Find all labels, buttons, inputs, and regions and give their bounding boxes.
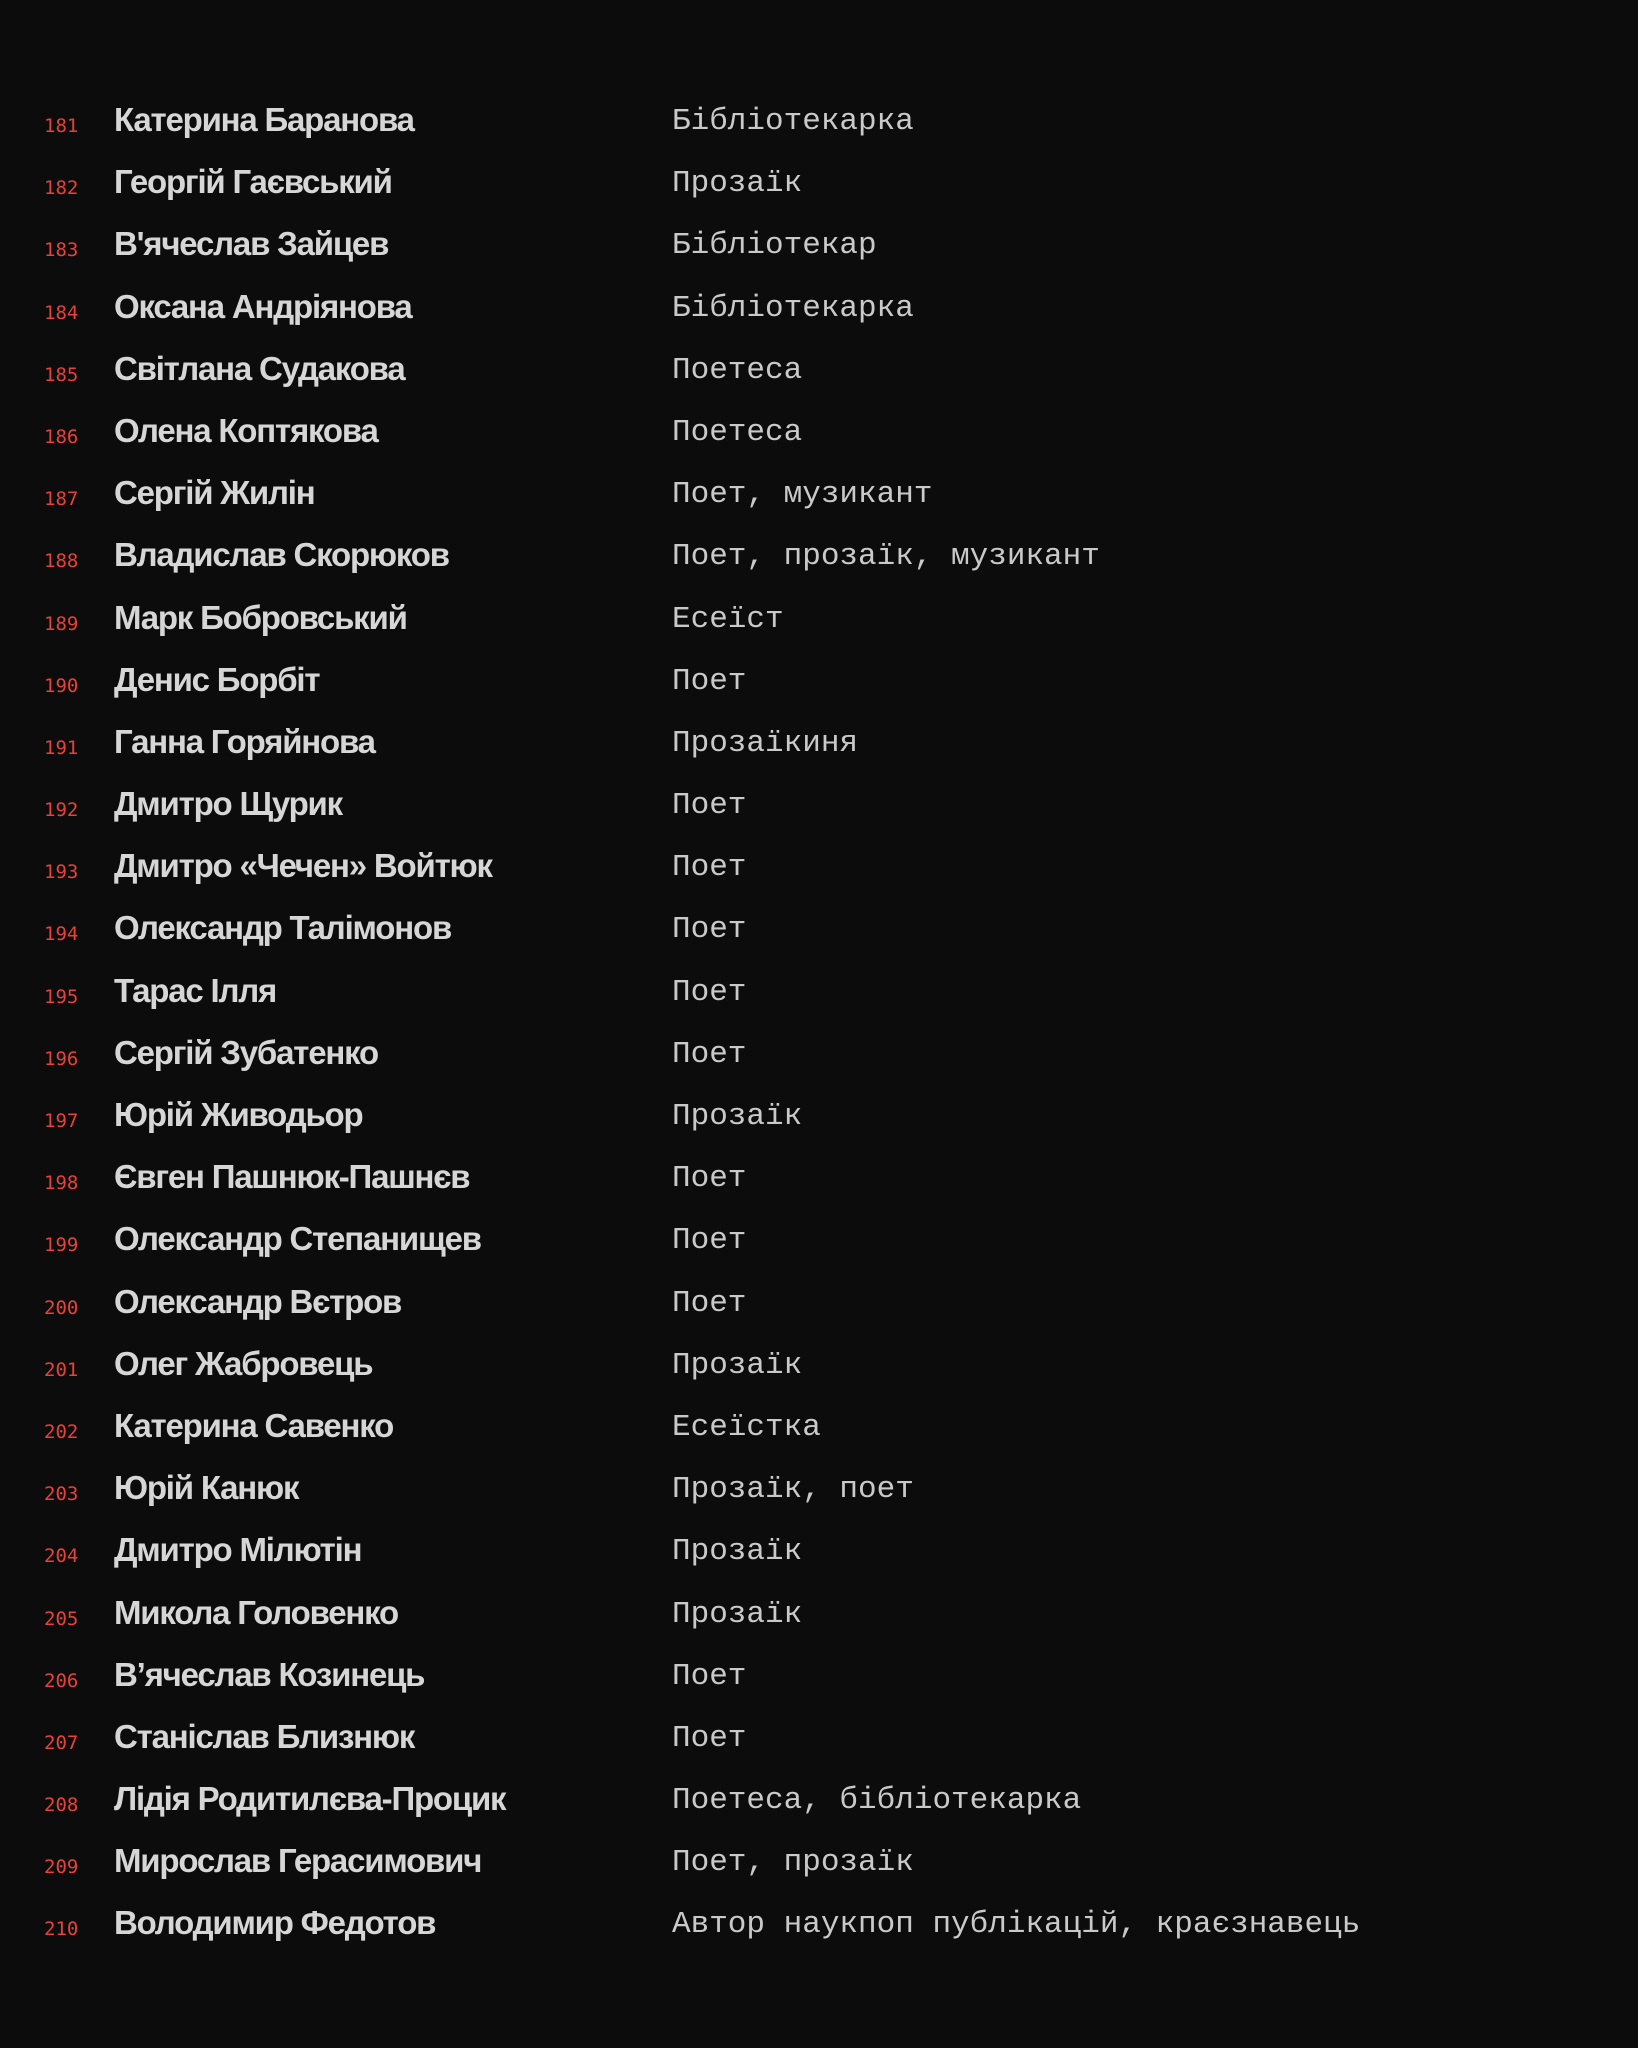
- person-name: Тарас Ілля: [114, 971, 277, 1009]
- list-item: [0, 527, 1638, 589]
- row-number: 202: [44, 1420, 79, 1443]
- row-number: 182: [44, 177, 79, 200]
- row-number: 181: [44, 115, 79, 137]
- row-number: 192: [44, 799, 79, 822]
- person-role: Поетеса, бібліотекарка: [672, 1783, 1082, 1819]
- list-item: [0, 1149, 1638, 1211]
- row-number: 193: [44, 861, 79, 884]
- person-role: Поетеса: [672, 414, 803, 450]
- list-item: [0, 900, 1638, 962]
- row-number: 204: [44, 1545, 79, 1568]
- list-item: [0, 1709, 1638, 1771]
- person-name: Оксана Андріянова: [114, 287, 412, 325]
- person-role: Поет: [672, 788, 747, 824]
- person-name: В'ячеслав Зайцев: [114, 225, 389, 263]
- list-item: [0, 1025, 1638, 1087]
- person-role: Прозаїкиня: [672, 725, 859, 761]
- list-item: [0, 1771, 1638, 1833]
- person-name: Олександр Вєтров: [114, 1282, 402, 1320]
- row-number: 190: [44, 674, 79, 697]
- person-name: В’ячеслав Козинець: [114, 1655, 425, 1693]
- row-number: 206: [44, 1669, 79, 1692]
- row-number: 184: [44, 301, 79, 324]
- list-item: [0, 1460, 1638, 1522]
- row-number: 189: [44, 612, 79, 635]
- list-item: [0, 1895, 1638, 1957]
- list-item: [0, 1522, 1638, 1584]
- list-item: [0, 652, 1638, 714]
- person-name: Дмитро «Чечен» Войтюк: [114, 847, 492, 885]
- list-item: [0, 279, 1638, 341]
- list-item: [0, 216, 1638, 278]
- list-item: [0, 92, 1638, 154]
- person-role: Поет: [672, 1658, 747, 1694]
- list-item: [0, 341, 1638, 403]
- person-role: Есеїстка: [672, 1409, 821, 1445]
- person-role: Поет: [672, 1036, 747, 1072]
- person-name: Олена Коптякова: [114, 411, 378, 449]
- person-role: Бібліотекарка: [672, 104, 914, 139]
- person-role: Поет: [672, 850, 747, 886]
- people-list: [0, 92, 1638, 1958]
- person-role: Прозаїк: [672, 1534, 803, 1570]
- list-item: [0, 963, 1638, 1025]
- person-name: Сергій Зубатенко: [114, 1033, 378, 1071]
- person-name: Дмитро Мілютін: [114, 1531, 362, 1569]
- row-number: 198: [44, 1172, 79, 1195]
- row-number: 201: [44, 1358, 79, 1381]
- list-item: [0, 403, 1638, 465]
- row-number: 209: [44, 1856, 79, 1879]
- list-item: [0, 465, 1638, 527]
- person-name: Владислав Скорюков: [114, 536, 449, 574]
- person-name: Олександр Степанищев: [114, 1220, 481, 1258]
- person-role: Поет: [672, 1285, 747, 1321]
- person-name: Денис Борбіт: [114, 660, 320, 698]
- row-number: 199: [44, 1234, 79, 1257]
- person-name: Володимир Федотов: [114, 1904, 436, 1942]
- list-item: [0, 1211, 1638, 1273]
- row-number: 197: [44, 1110, 79, 1132]
- row-number: 188: [44, 550, 79, 573]
- person-role: Поет: [672, 663, 747, 699]
- row-number: 203: [44, 1483, 79, 1506]
- person-name: Світлана Судакова: [114, 349, 405, 387]
- list-item: [0, 1087, 1638, 1149]
- row-number: 195: [44, 985, 79, 1008]
- person-role: Поет, прозаїк: [672, 1845, 914, 1881]
- person-role: Поет: [672, 974, 747, 1010]
- row-number: 191: [44, 736, 79, 759]
- person-role: Прозаїк: [672, 1099, 803, 1134]
- person-role: Бібліотекарка: [672, 290, 914, 326]
- person-role: Прозаїк: [672, 166, 803, 202]
- person-name: Лідія Родитилєва-Процик: [114, 1780, 506, 1818]
- list-item: [0, 590, 1638, 652]
- person-role: Поет: [672, 1161, 747, 1197]
- person-role: Поет, прозаїк, музикант: [672, 539, 1100, 575]
- list-item: [0, 1336, 1638, 1398]
- list-item: [0, 1585, 1638, 1647]
- list-item: [0, 1398, 1638, 1460]
- row-number: 194: [44, 923, 79, 946]
- person-name: Марк Бобровський: [114, 598, 407, 636]
- person-role: Прозаїк, поет: [672, 1472, 914, 1508]
- row-number: 187: [44, 488, 79, 511]
- person-name: Євген Пашнюк-Пашнєв: [114, 1158, 470, 1196]
- row-number: 200: [44, 1296, 79, 1319]
- person-name: Георгій Гаєвський: [114, 163, 392, 201]
- row-number: 210: [44, 1918, 79, 1941]
- list-item: [0, 1833, 1638, 1895]
- person-name: Юрій Канюк: [114, 1469, 299, 1507]
- person-role: Есеїст: [672, 601, 784, 637]
- person-role: Поет, музикант: [672, 477, 933, 513]
- list-item: [0, 1274, 1638, 1336]
- person-role: Поет: [672, 1223, 747, 1259]
- person-role: Поет: [672, 912, 747, 948]
- person-name: Ганна Горяйнова: [114, 722, 375, 760]
- row-number: 207: [44, 1731, 79, 1754]
- person-name: Мирослав Герасимович: [114, 1842, 482, 1880]
- person-role: Поет: [672, 1720, 747, 1756]
- row-number: 185: [44, 363, 79, 386]
- person-name: Дмитро Щурик: [114, 785, 342, 823]
- person-role: Автор наукпоп публікацій, краєзнавець: [672, 1907, 1361, 1943]
- row-number: 205: [44, 1607, 79, 1630]
- row-number: 196: [44, 1047, 79, 1070]
- person-name: Станіслав Близнюк: [114, 1717, 415, 1755]
- person-role: Прозаїк: [672, 1347, 803, 1383]
- row-number: 183: [44, 239, 79, 262]
- person-name: Олександр Талімонов: [114, 909, 452, 947]
- person-name: Сергій Жилін: [114, 474, 315, 512]
- person-name: Юрій Живодьор: [114, 1096, 363, 1133]
- person-name: Олег Жабровець: [114, 1344, 373, 1382]
- person-role: Поетеса: [672, 352, 803, 388]
- person-role: Прозаїк: [672, 1596, 803, 1632]
- row-number: 208: [44, 1794, 79, 1817]
- person-name: Микола Головенко: [114, 1593, 398, 1631]
- list-item: [0, 714, 1638, 776]
- row-number: 186: [44, 425, 79, 448]
- person-role: Бібліотекар: [672, 228, 877, 264]
- list-item: [0, 1647, 1638, 1709]
- person-name: Катерина Баранова: [114, 101, 414, 138]
- list-item: [0, 776, 1638, 838]
- list-item: [0, 838, 1638, 900]
- person-name: Катерина Савенко: [114, 1406, 394, 1444]
- list-item: [0, 154, 1638, 216]
